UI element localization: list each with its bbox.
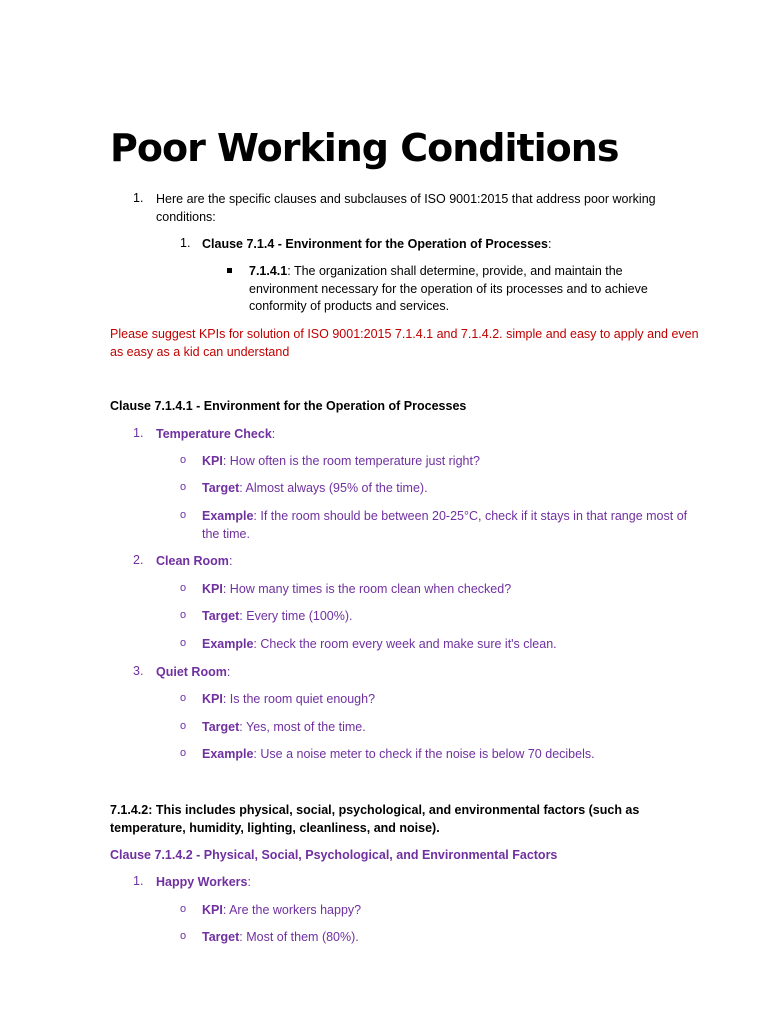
clause-714-line xyxy=(202,236,702,254)
kpi-item-suffix: : xyxy=(226,665,231,679)
kpi-point xyxy=(202,508,707,543)
kpi-item-suffix: : xyxy=(271,427,276,441)
kpi-point-label: KPI xyxy=(202,454,223,468)
kpi-point-text: : Almost always (95% of the time). xyxy=(239,481,428,495)
list-marker: 1. xyxy=(133,874,144,888)
kpi-point-label: Example xyxy=(202,637,254,651)
kpi-point-text: : Every time (100%). xyxy=(239,609,353,623)
kpi-point-label: Target xyxy=(202,609,240,623)
clause-714-suffix: : xyxy=(547,237,552,251)
kpi-point xyxy=(202,636,707,654)
list-marker: 1. xyxy=(133,426,144,440)
kpi-point-text: : How many times is the room clean when checked? xyxy=(222,582,512,596)
sub-7141-text xyxy=(249,263,689,316)
kpi-item-suffix: : xyxy=(228,554,233,568)
kpi-item-name: Temperature Check xyxy=(156,427,272,441)
circle-bullet-icon: o xyxy=(180,692,187,704)
circle-bullet-icon: o xyxy=(180,637,187,649)
kpi-point-label: Target xyxy=(202,481,240,495)
kpi-item-name: Quiet Room xyxy=(156,665,227,679)
kpi-point-text: : Check the room every week and make sure it's clean. xyxy=(253,637,557,651)
kpi-point-text: : Are the workers happy? xyxy=(222,903,362,917)
kpi-point-label: Example xyxy=(202,509,254,523)
kpi-point xyxy=(202,480,707,498)
kpi-item-name: Happy Workers xyxy=(156,875,248,889)
kpi-point-text: : Use a noise meter to check if the noise is below 70 decibels. xyxy=(253,747,595,761)
kpi-point-label: KPI xyxy=(202,692,223,706)
circle-bullet-icon: o xyxy=(180,582,187,594)
kpi-point xyxy=(202,453,707,471)
kpi-item-title xyxy=(156,874,696,892)
clause-714-label: Clause 7.1.4 - Environment for the Operation of Processes xyxy=(202,237,548,251)
kpi-point xyxy=(202,581,707,599)
kpi-item-title xyxy=(156,664,696,682)
sub-7141-label: 7.1.4.1 xyxy=(249,264,288,278)
kpi-point-label: Target xyxy=(202,930,240,944)
section-7142-heading: Clause 7.1.4.2 - Physical, Social, Psychological, and Environmental Factors xyxy=(110,848,558,862)
kpi-item-title xyxy=(156,426,696,444)
circle-bullet-icon: o xyxy=(180,747,187,759)
kpi-point-text: : Yes, most of the time. xyxy=(239,720,366,734)
note-7142: 7.1.4.2: This includes physical, social, psychological, and environmental factors (such as temperature, humidity, lighting, cleanliness, and noise). xyxy=(110,803,640,835)
kpi-point-text: : Is the room quiet enough? xyxy=(222,692,376,706)
kpi-point xyxy=(202,902,707,920)
section-7141-heading: Clause 7.1.4.1 - Environment for the Operation of Processes xyxy=(110,399,467,413)
square-bullet-icon xyxy=(227,268,232,273)
kpi-point xyxy=(202,746,707,764)
kpi-item-name: Clean Room xyxy=(156,554,229,568)
kpi-point-label: Target xyxy=(202,720,240,734)
kpi-point xyxy=(202,719,707,737)
circle-bullet-icon: o xyxy=(180,454,187,466)
list-marker: 1. xyxy=(180,236,191,250)
list-marker: 3. xyxy=(133,664,144,678)
kpi-point-label: KPI xyxy=(202,582,223,596)
list-marker: 1. xyxy=(133,191,144,205)
kpi-point-text: : How often is the room temperature just right? xyxy=(222,454,480,468)
circle-bullet-icon: o xyxy=(180,509,187,521)
sub-7141-body: : The organization shall determine, provide, and maintain the environment necessary for the operation of its processes and to achieve conformity of products and services. xyxy=(249,264,648,313)
circle-bullet-icon: o xyxy=(180,930,187,942)
kpi-point xyxy=(202,929,707,947)
circle-bullet-icon: o xyxy=(180,720,187,732)
kpi-point-text: : If the room should be between 20-25°C, check if it stays in that range most of the time. xyxy=(202,509,688,541)
intro-text: Here are the specific clauses and subclauses of ISO 9001:2015 that address poor working conditions: xyxy=(156,192,656,224)
list-marker: 2. xyxy=(133,553,144,567)
kpi-point-label: Example xyxy=(202,747,254,761)
circle-bullet-icon: o xyxy=(180,903,187,915)
kpi-point-label: KPI xyxy=(202,903,223,917)
kpi-request-text: Please suggest KPIs for solution of ISO 9001:2015 7.1.4.1 and 7.1.4.2. simple and easy to apply and even as easy as a kid can understand xyxy=(110,327,699,359)
circle-bullet-icon: o xyxy=(180,481,187,493)
kpi-item-title xyxy=(156,553,696,571)
document-title: Poor Working Conditions xyxy=(110,126,619,170)
circle-bullet-icon: o xyxy=(180,609,187,621)
kpi-point xyxy=(202,608,707,626)
kpi-point xyxy=(202,691,707,709)
kpi-item-suffix: : xyxy=(247,875,251,889)
kpi-point-text: : Most of them (80%). xyxy=(239,930,359,944)
